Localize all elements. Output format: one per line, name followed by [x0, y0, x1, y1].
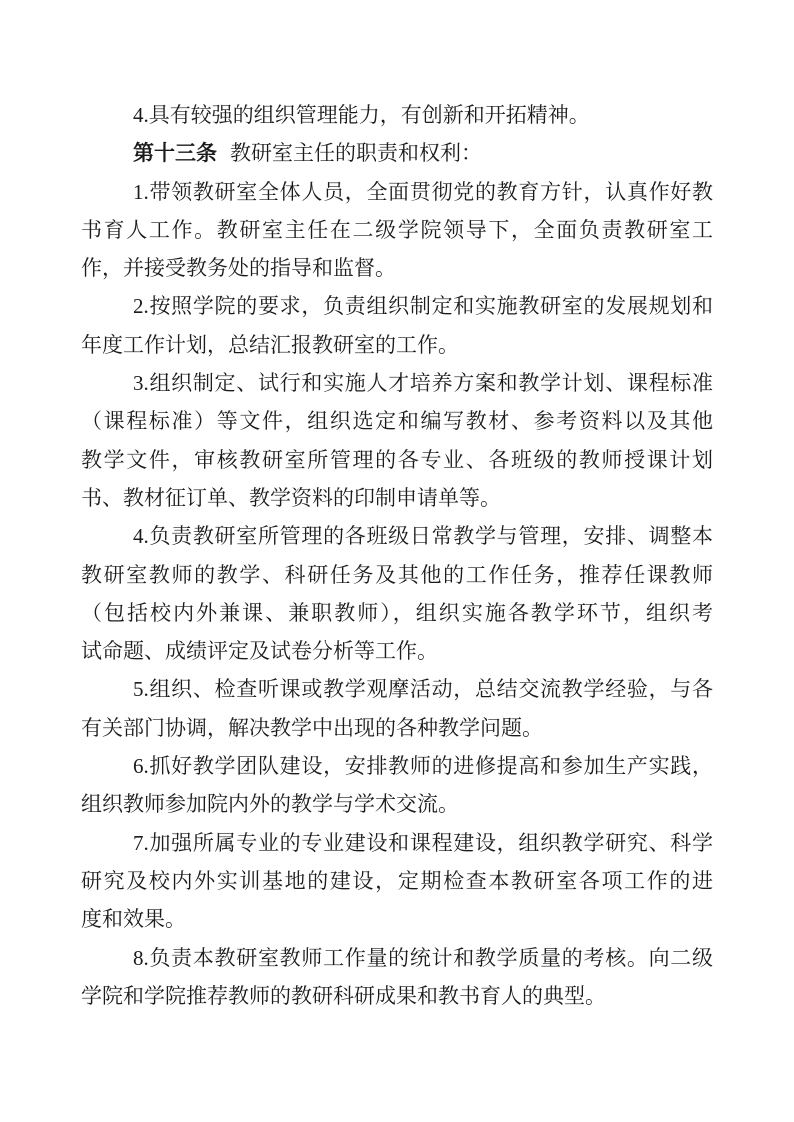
- text-line: 有关部门协调，解决教学中出现的各种教学问题。: [81, 715, 543, 740]
- text-line: 学院和学院推荐教师的教研科研成果和教书育人的典型。: [81, 983, 606, 1008]
- duty-6: [81, 747, 713, 824]
- duty-5: [81, 670, 713, 747]
- text-line: 年度工作计划，总结汇报教研室的工作。: [81, 332, 459, 357]
- text-line: 2.按照学院的要求，负责组织制定和实施教研室的发展规划和: [133, 294, 713, 319]
- heading-text: 教研室主任的职责和权利：: [230, 141, 482, 166]
- text-line: [81, 134, 713, 172]
- text-line: 教学文件，审核教研室所管理的各专业、各班级的教师授课计划: [81, 447, 713, 472]
- text-line: 7.加强所属专业的专业建设和课程建设，组织教学研究、科学: [133, 830, 713, 855]
- duty-8: [81, 939, 713, 1016]
- duty-7: [81, 824, 713, 939]
- text-line: 1.带领教研室全体人员，全面贯彻党的教育方针，认真作好教: [133, 179, 713, 204]
- duty-2: [81, 287, 713, 364]
- text-line: 书育人工作。教研室主任在二级学院领导下，全面负责教研室工: [81, 217, 713, 242]
- text-line: 教研室教师的教学、科研任务及其他的工作任务，推荐任课教师: [81, 562, 713, 587]
- text-line: 度和效果。: [81, 907, 186, 932]
- text-line: 试命题、成绩评定及试卷分析等工作。: [81, 639, 438, 664]
- article-number-bold: 第十三条: [133, 141, 217, 166]
- text-line: 6.抓好教学团队建设，安排教师的进修提高和参加生产实践，: [133, 754, 713, 779]
- article-13-heading: [81, 134, 713, 172]
- text-line: （包括校内外兼课、兼职教师），组织实施各教学环节，组织考: [81, 600, 713, 625]
- text-line: 书、教材征订单、教学资料的印制申请单等。: [81, 485, 501, 510]
- text-block: [81, 96, 713, 1015]
- text-line: 3.组织制定、试行和实施人才培养方案和教学计划、课程标准: [133, 371, 713, 396]
- text-line: 4.负责教研室所管理的各班级日常教学与管理，安排、调整本: [133, 524, 713, 549]
- text-line: 5.组织、检查听课或教学观摩活动，总结交流教学经验，与各: [133, 677, 713, 702]
- text-line: 组织教师参加院内外的教学与学术交流。: [81, 792, 459, 817]
- text-line: 研究及校内外实训基地的建设，定期检查本教研室各项工作的进: [81, 868, 713, 893]
- duty-1: [81, 173, 713, 288]
- duty-3: [81, 364, 713, 517]
- clause-4-qualifications: [81, 96, 713, 134]
- text-line: 4.具有较强的组织管理能力，有创新和开拓精神。: [133, 103, 590, 127]
- text-line: （课程标准）等文件，组织选定和编写教材、参考资料以及其他: [81, 409, 713, 434]
- duty-4: [81, 517, 713, 670]
- text-line: 8.负责本教研室教师工作量的统计和教学质量的考核。向二级: [133, 945, 713, 970]
- text-line: 作，并接受教务处的指导和监督。: [81, 256, 396, 281]
